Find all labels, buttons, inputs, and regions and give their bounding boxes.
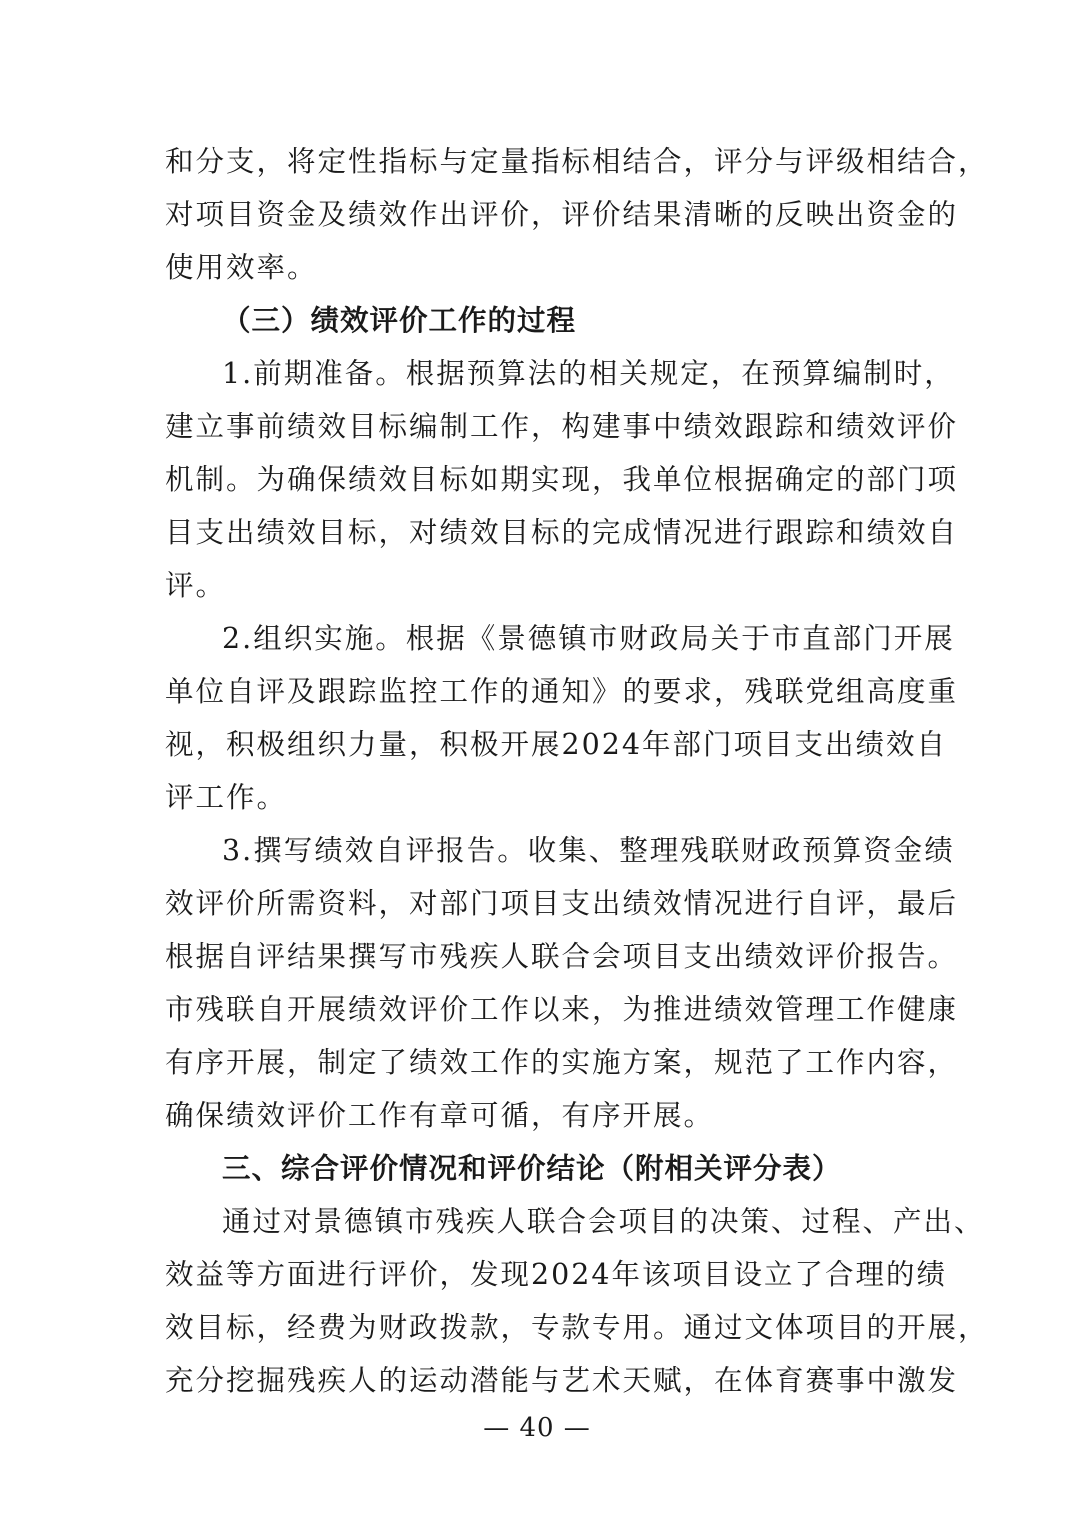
text-line: 通过对景德镇市残疾人联合会项目的决策、过程、产出、: [222, 1205, 985, 1238]
text-line: 1.前期准备。根据预算法的相关规定，在预算编制时，: [222, 357, 955, 390]
paragraph-conclusion: [165, 1195, 989, 1407]
text-line: 有序开展，制定了绩效工作的实施方案，规范了工作内容，: [165, 1046, 959, 1079]
text-line: 对项目资金及绩效作出评价，评价结果清晰的反映出资金的: [165, 198, 959, 231]
subheading-text: （三）绩效评价工作的过程: [222, 303, 577, 337]
text-line: 建立事前绩效目标编制工作，构建事中绩效跟踪和绩效评价: [165, 410, 959, 443]
text-line: 机制。为确保绩效目标如期实现，我单位根据确定的部门项: [165, 463, 959, 496]
text-line: 和分支，将定性指标与定量指标相结合，评分与评级相结合，: [165, 145, 989, 178]
heading-text: 三、综合评价情况和评价结论（附相关评分表）: [222, 1152, 842, 1185]
text-line: 使用效率。: [165, 251, 318, 284]
page-number: — 40 —: [483, 1413, 591, 1443]
paragraph-preparation: [165, 347, 959, 612]
page-body: [165, 135, 989, 1407]
text-line: 单位自评及跟踪监控工作的通知》的要求，残联党组高度重: [165, 675, 959, 708]
paragraph-continuation: [165, 135, 989, 294]
text-line: 确保绩效评价工作有章可循，有序开展。: [165, 1099, 715, 1132]
text-line: 评。: [165, 569, 227, 602]
paragraph-implementation: [165, 612, 959, 824]
text-line: 3.撰写绩效自评报告。收集、整理残联财政预算资金绩: [222, 834, 955, 867]
paragraph-report-writing: [165, 824, 959, 1142]
text-line: 评工作。: [165, 781, 288, 814]
text-line: 效目标，经费为财政拨款，专款专用。通过文体项目的开展，: [165, 1311, 989, 1344]
text-line: 目支出绩效目标，对绩效目标的完成情况进行跟踪和绩效自: [165, 516, 959, 549]
text-line: 效益等方面进行评价，发现2024年该项目设立了合理的绩: [165, 1258, 948, 1291]
text-line: 根据自评结果撰写市残疾人联合会项目支出绩效评价报告。: [165, 940, 959, 973]
text-line: 市残联自开展绩效评价工作以来，为推进绩效管理工作健康: [165, 993, 959, 1026]
text-line: 充分挖掘残疾人的运动潜能与艺术天赋，在体育赛事中激发: [165, 1364, 959, 1397]
text-line: 视，积极组织力量，积极开展2024年部门项目支出绩效自: [165, 728, 948, 761]
section-subheading: [165, 294, 915, 347]
text-line: 效评价所需资料，对部门项目支出绩效情况进行自评，最后: [165, 887, 959, 920]
text-line: 2.组织实施。根据《景德镇市财政局关于市直部门开展: [222, 622, 955, 655]
section-heading: [165, 1142, 915, 1195]
